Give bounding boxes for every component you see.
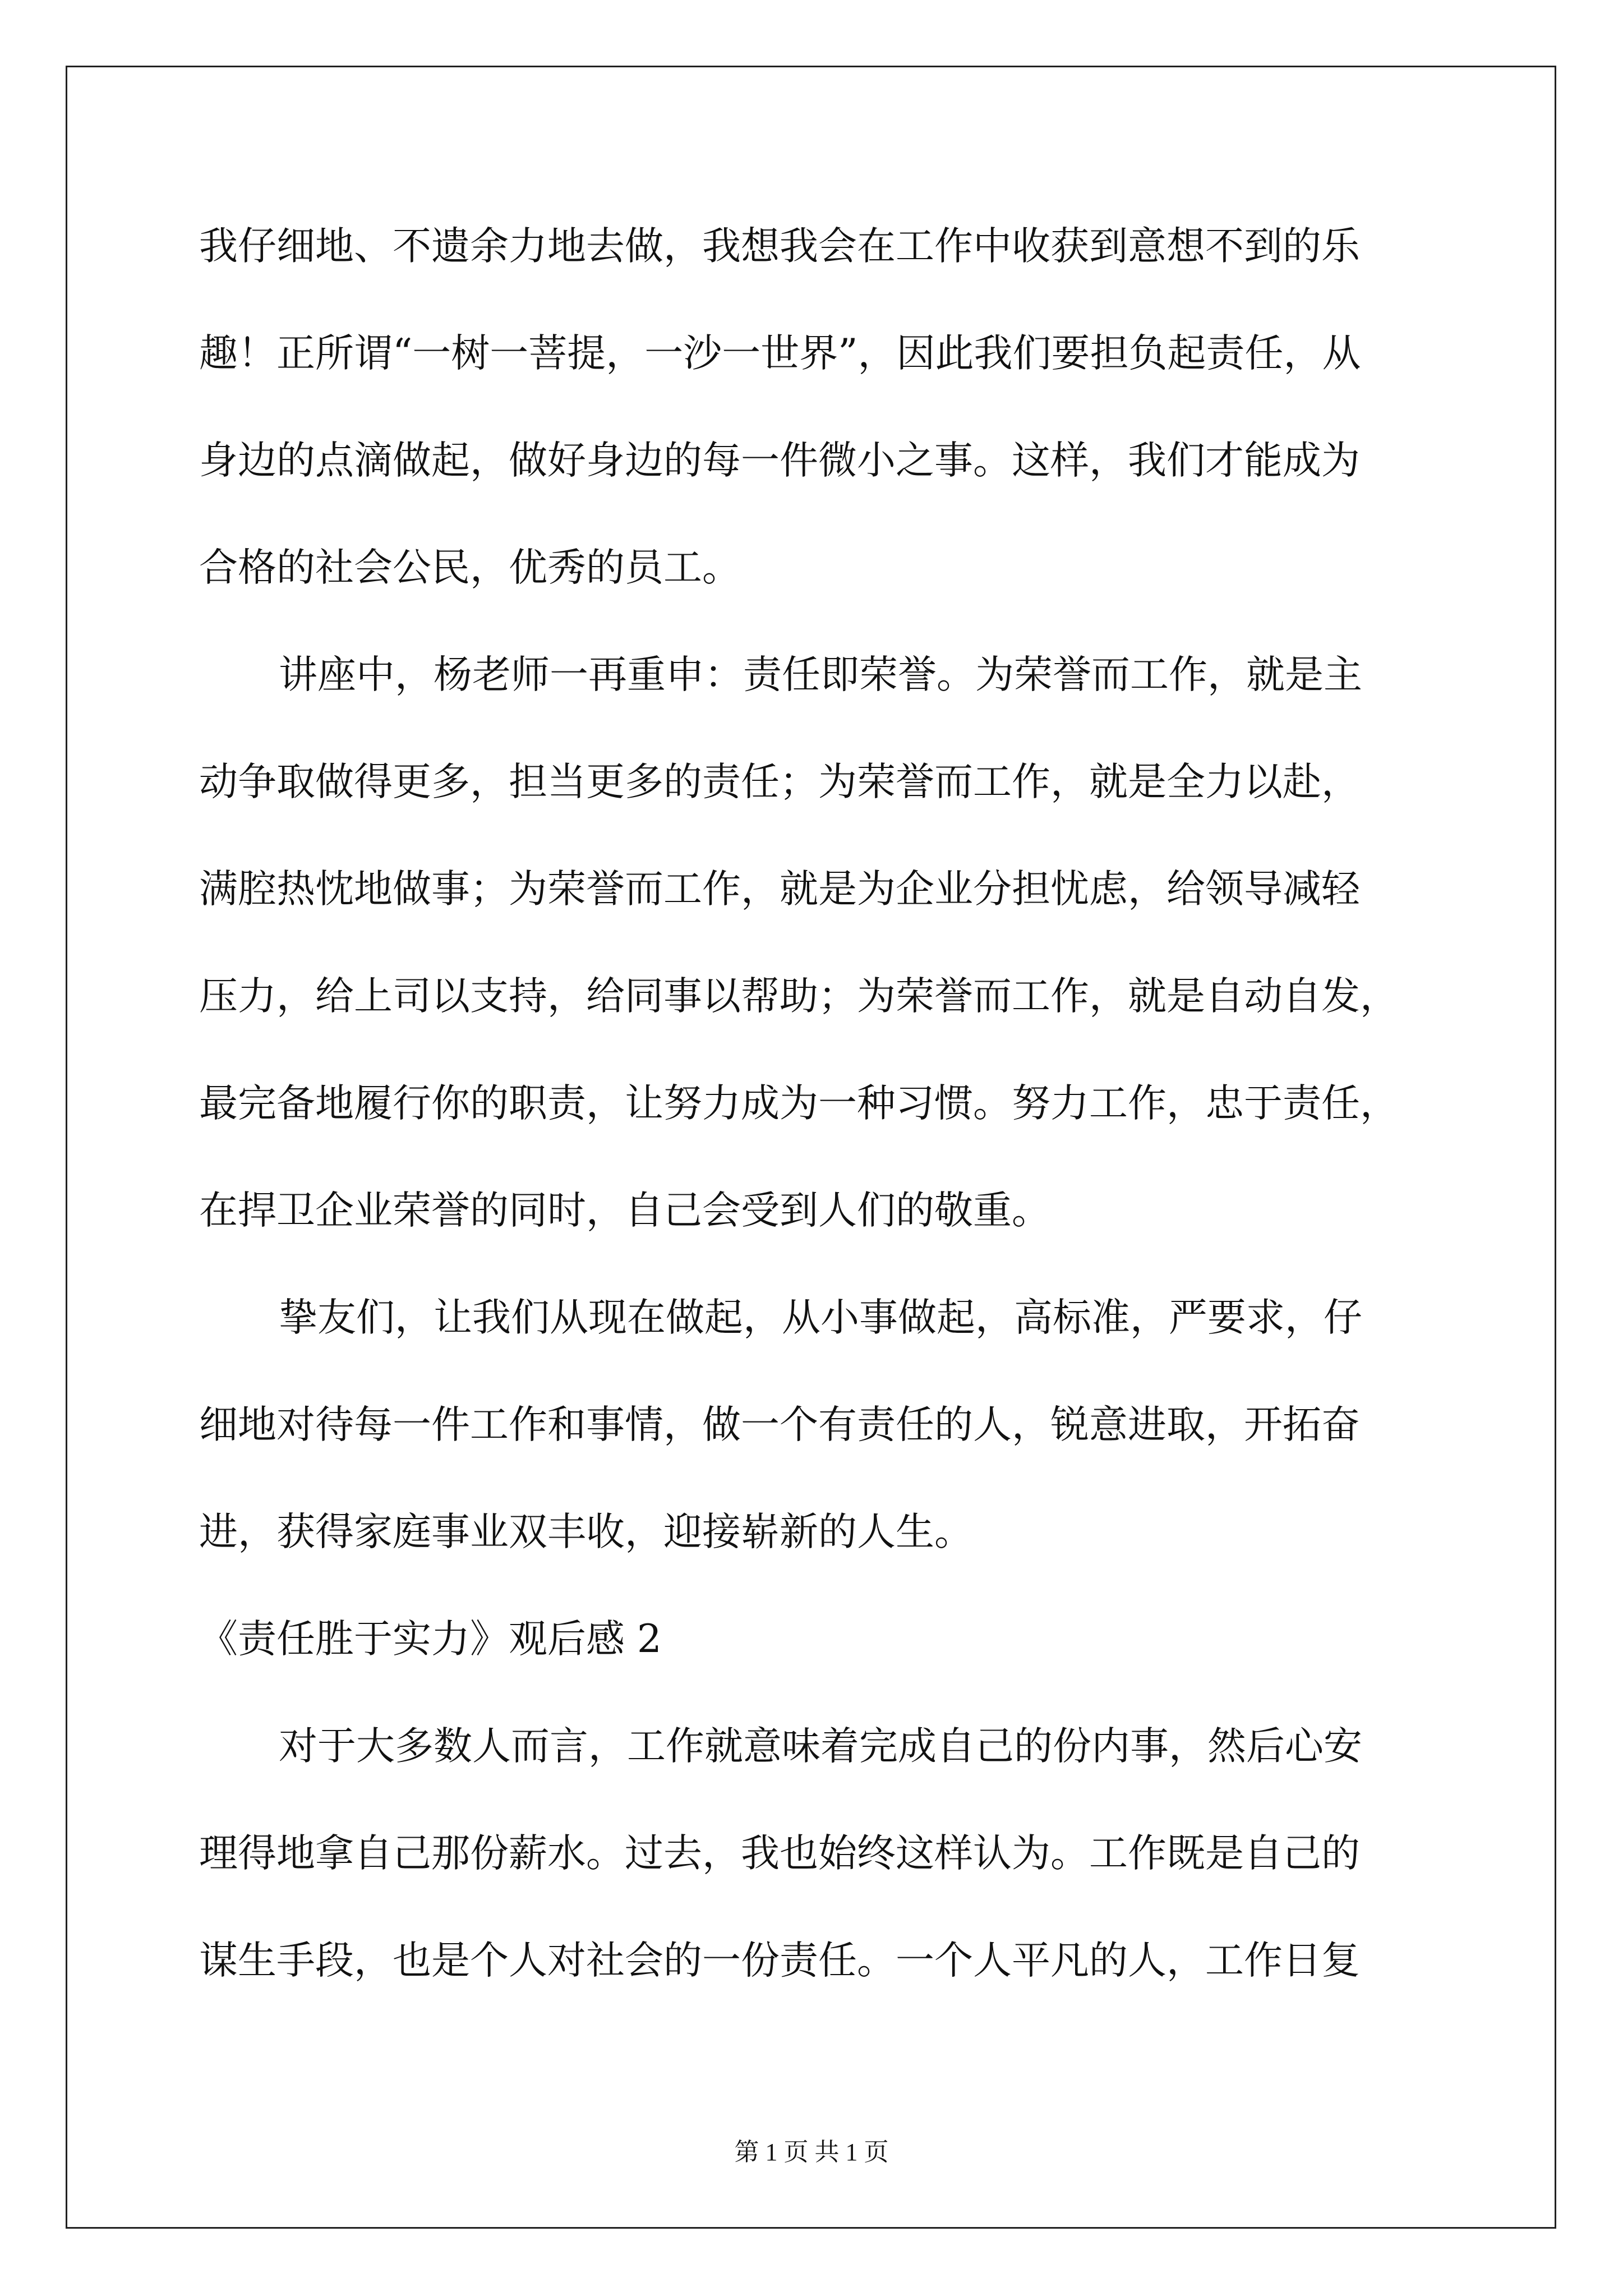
body-text-line: 在捍卫企业荣誉的同时，自己会受到人们的敬重。 [199,1188,1050,1233]
body-text-line: 满腔热忱地做事；为荣誉而工作，就是为企业分担忧虑，给领导减轻 [199,867,1360,912]
body-text-line: 我仔细地、不遗余力地去做，我想我会在工作中收获到意想不到的乐 [199,224,1360,269]
paragraph-first-line: 讲座中，杨老师一再重申：责任即荣誉。为荣誉而工作，就是主 [279,652,1362,697]
body-text-line: 压力，给上司以支持，给同事以帮助；为荣誉而工作，就是自动自发， [199,974,1399,1019]
body-text-line: 谋生手段，也是个人对社会的一份责任。一个人平凡的人，工作日复 [199,1938,1360,1983]
page-number-footer: 第 1 页 共 1 页 [734,2138,889,2166]
body-text-line: 合格的社会公民，优秀的员工。 [199,545,741,590]
body-text-line: 进，获得家庭事业双丰收，迎接崭新的人生。 [199,1510,973,1554]
body-text-line: 动争取做得更多，担当更多的责任；为荣誉而工作，就是全力以赴， [199,760,1360,804]
body-text-line: 细地对待每一件工作和事情，做一个有责任的人，锐意进取，开拓奋 [199,1402,1360,1447]
body-text-line: 趣！正所谓“一树一菩提，一沙一世界”，因此我们要担负起责任，从 [199,331,1361,376]
paragraph-first-line: 对于大多数人而言，工作就意味着完成自己的份内事，然后心安 [279,1724,1362,1769]
body-text-line: 身边的点滴做起，做好身边的每一件微小之事。这样，我们才能成为 [199,438,1360,483]
section-heading: 《责任胜于实力》观后感 2 [199,1617,662,1662]
body-text-line: 最完备地履行你的职责，让努力成为一种习惯。努力工作，忠于责任， [199,1081,1399,1126]
body-text-line: 理得地拿自己那份薪水。过去，我也始终这样认为。工作既是自己的 [199,1831,1360,1876]
paragraph-first-line: 挚友们，让我们从现在做起，从小事做起，高标准，严要求，仔 [279,1295,1362,1340]
page-border [66,66,1556,2229]
